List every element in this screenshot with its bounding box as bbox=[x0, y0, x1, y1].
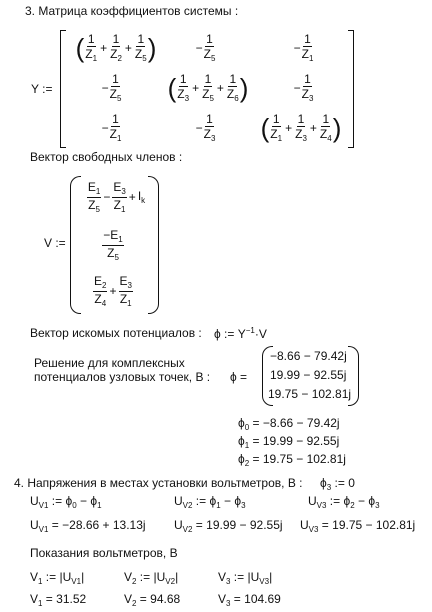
matrix-r2c1: − $\frac{1}{Z_5}$ bbox=[101, 72, 122, 103]
phi-2: $\phi_2 = 19.75 - 102.81j$ bbox=[238, 452, 346, 468]
result-label: Решение для комплексных потенциалов узловых точек, В : bbox=[34, 356, 211, 384]
matrix-r1c3: − $\frac{1}{Z_1}$ bbox=[293, 32, 314, 63]
phi-1: $\phi_1 = 19.99 - 92.55j$ bbox=[238, 434, 340, 450]
v-def-2: $V_2$ := $|U_{V2}|$ bbox=[124, 570, 179, 586]
matrix-r3c1: − $\frac{1}{Z_1}$ bbox=[101, 112, 122, 143]
phi-vec-1: 19.99 − 92.55j bbox=[270, 368, 347, 382]
v-row1: $\frac{E_1}{Z_5}$ − $\frac{E_3}{Z_1}$ + $I_k$ bbox=[87, 179, 146, 214]
v-val-2: $V_2 = 94.68$ bbox=[124, 592, 181, 608]
phi3-definition: $\phi_3$ := 0 bbox=[320, 476, 355, 492]
free-vector-heading: Вектор свободных членов : bbox=[30, 150, 183, 164]
v-val-3: $V_3 = 104.69$ bbox=[218, 592, 281, 608]
matrix-r3c2: − $\frac{1}{Z_3}$ bbox=[195, 112, 216, 143]
phi-vec-0: −8.66 − 79.42j bbox=[270, 349, 347, 363]
v-row2: $\frac{-E_1}{Z_5}$ bbox=[103, 227, 123, 262]
v-val-1: $V_1 = 31.52$ bbox=[30, 592, 87, 608]
phi-eq: ϕ = bbox=[230, 370, 248, 384]
u-def-2: $U_{V2}$ := $\phi_1 - \phi_3$ bbox=[174, 494, 246, 510]
matrix-r1c1: ( $\frac{1}{Z_1}$ + $\frac{1}{Z_2}$ + $\frac{1}{Z_5}$ ) bbox=[75, 32, 157, 63]
u-def-1: $U_{V1}$ := $\phi_0 - \phi_1$ bbox=[30, 494, 102, 510]
u-val-2: $U_{V2} = 19.99 - 92.55j$ bbox=[174, 518, 283, 534]
sought-label: Вектор искомых потенциалов : bbox=[30, 326, 202, 340]
matrix-r1c2: − $\frac{1}{Z_5}$ bbox=[195, 32, 216, 63]
phi-definition: ϕ := $Y^{-1}\cdot V$ bbox=[214, 326, 267, 341]
readings-label: Показания вольтметров, В bbox=[30, 546, 178, 560]
v-def-1: $V_1$ := $|U_{V1}|$ bbox=[30, 570, 85, 586]
section3-heading: 3. Матрица коэффициентов системы : bbox=[25, 4, 239, 18]
y-lhs: Y := bbox=[31, 82, 53, 96]
u-val-1: $U_{V1} = -28.66 + 13.13j$ bbox=[30, 518, 146, 534]
v-row3: $\frac{E_2}{Z_4}$ + $\frac{E_3}{Z_1}$ bbox=[94, 273, 132, 308]
phi-vec-2: 19.75 − 102.81j bbox=[268, 387, 352, 401]
v-def-3: $V_3$ := $|U_{V3}|$ bbox=[218, 570, 273, 586]
phi-0: $\phi_0 = -8.66 - 79.42j$ bbox=[238, 416, 340, 432]
matrix-r3c3: ( $\frac{1}{Z_1}$ + $\frac{1}{Z_3}$ + $\frac{1}{Z_4}$ ) bbox=[260, 112, 342, 143]
v-lhs: V := bbox=[44, 236, 66, 250]
matrix-r2c2: ( $\frac{1}{Z_3}$ + $\frac{1}{Z_5}$ + $\frac{1}{Z_6}$ ) bbox=[167, 72, 249, 103]
u-val-3: $U_{V3} = 19.75 - 102.81j$ bbox=[300, 518, 416, 534]
u-def-3: $U_{V3}$ := $\phi_2 - \phi_3$ bbox=[308, 494, 380, 510]
section4-heading: 4. Напряжения в местах установки вольтметров, В : bbox=[14, 476, 303, 490]
matrix-right-bracket bbox=[348, 30, 354, 148]
matrix-r2c3: − $\frac{1}{Z_3}$ bbox=[293, 72, 314, 103]
